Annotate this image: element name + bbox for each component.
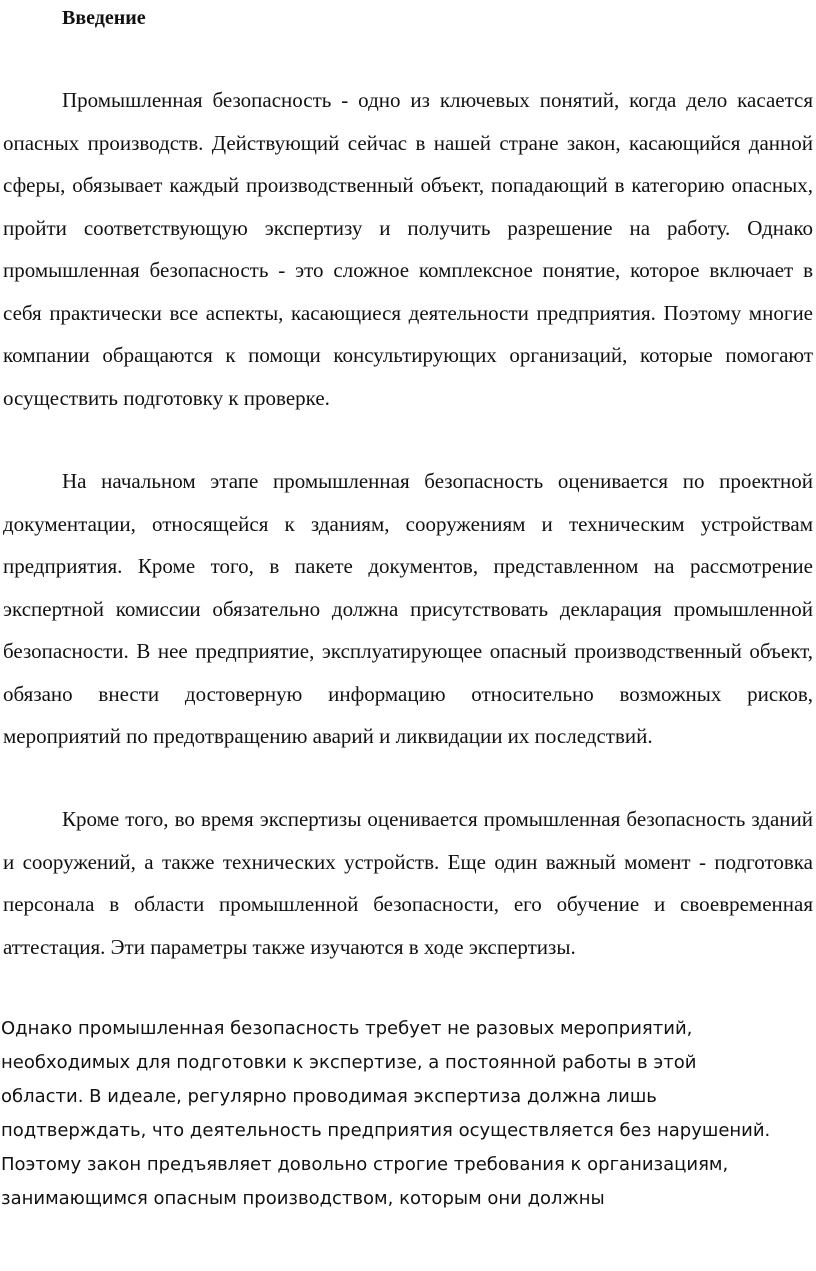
- paragraph-initial-stage: На начальном этапе промышленная безопасность оценивается по проектной документации, относящейся к зданиям, сооружениям и техническим устройствам предприятия. Кроме того, в пакете документов, представленном на рассмотрение экспертной комиссии обязательно должна присутствовать декларация промышленной безопасности. В нее предприятие, эксплуатирующее опасный производственный объект, обязано внести достоверную информацию относительно возможных рисков, мероприятий по предотвращению аварий и ликвидации их последствий.: [3, 469, 813, 748]
- document-heading: Введение: [62, 7, 146, 29]
- paragraph-final: Однако промышленная безопасность требует не разовых мероприятий, необходимых для подготовки к экспертизе, а постоянной работы в этой области. В идеале, регулярно проводимая экспертиза должна лишь подтверждать, что деятельность предприятия осуществляется без нарушений. Поэтому закон предъявляет довольно строгие требования к организациям, занимающимся опасным производством, которым они должны: [1, 1018, 771, 1209]
- paragraph-expertise: Кроме того, во время экспертизы оценивается промышленная безопасность зданий и сооружений, а также технических устройств. Еще один важный момент - подготовка персонала в области промышленной безопасности, его обучение и своевременная аттестация. Эти параметры также изучаются в ходе экспертизы.: [3, 807, 813, 959]
- paragraph-intro: Промышленная безопасность - одно из ключевых понятий, когда дело касается опасных производств. Действующий сейчас в нашей стране закон, касающийся данной сферы, обязывает каждый производственный объект, попадающий в категорию опасных, пройти соответствующую экспертизу и получить разрешение на работу. Однако промышленная безопасность - это сложное комплексное понятие, которое включает в себя практически все аспекты, касающиеся деятельности предприятия. Поэтому многие компании обращаются к помощи консультирующих организаций, которые помогают осуществить подготовку к проверке.: [3, 88, 813, 410]
